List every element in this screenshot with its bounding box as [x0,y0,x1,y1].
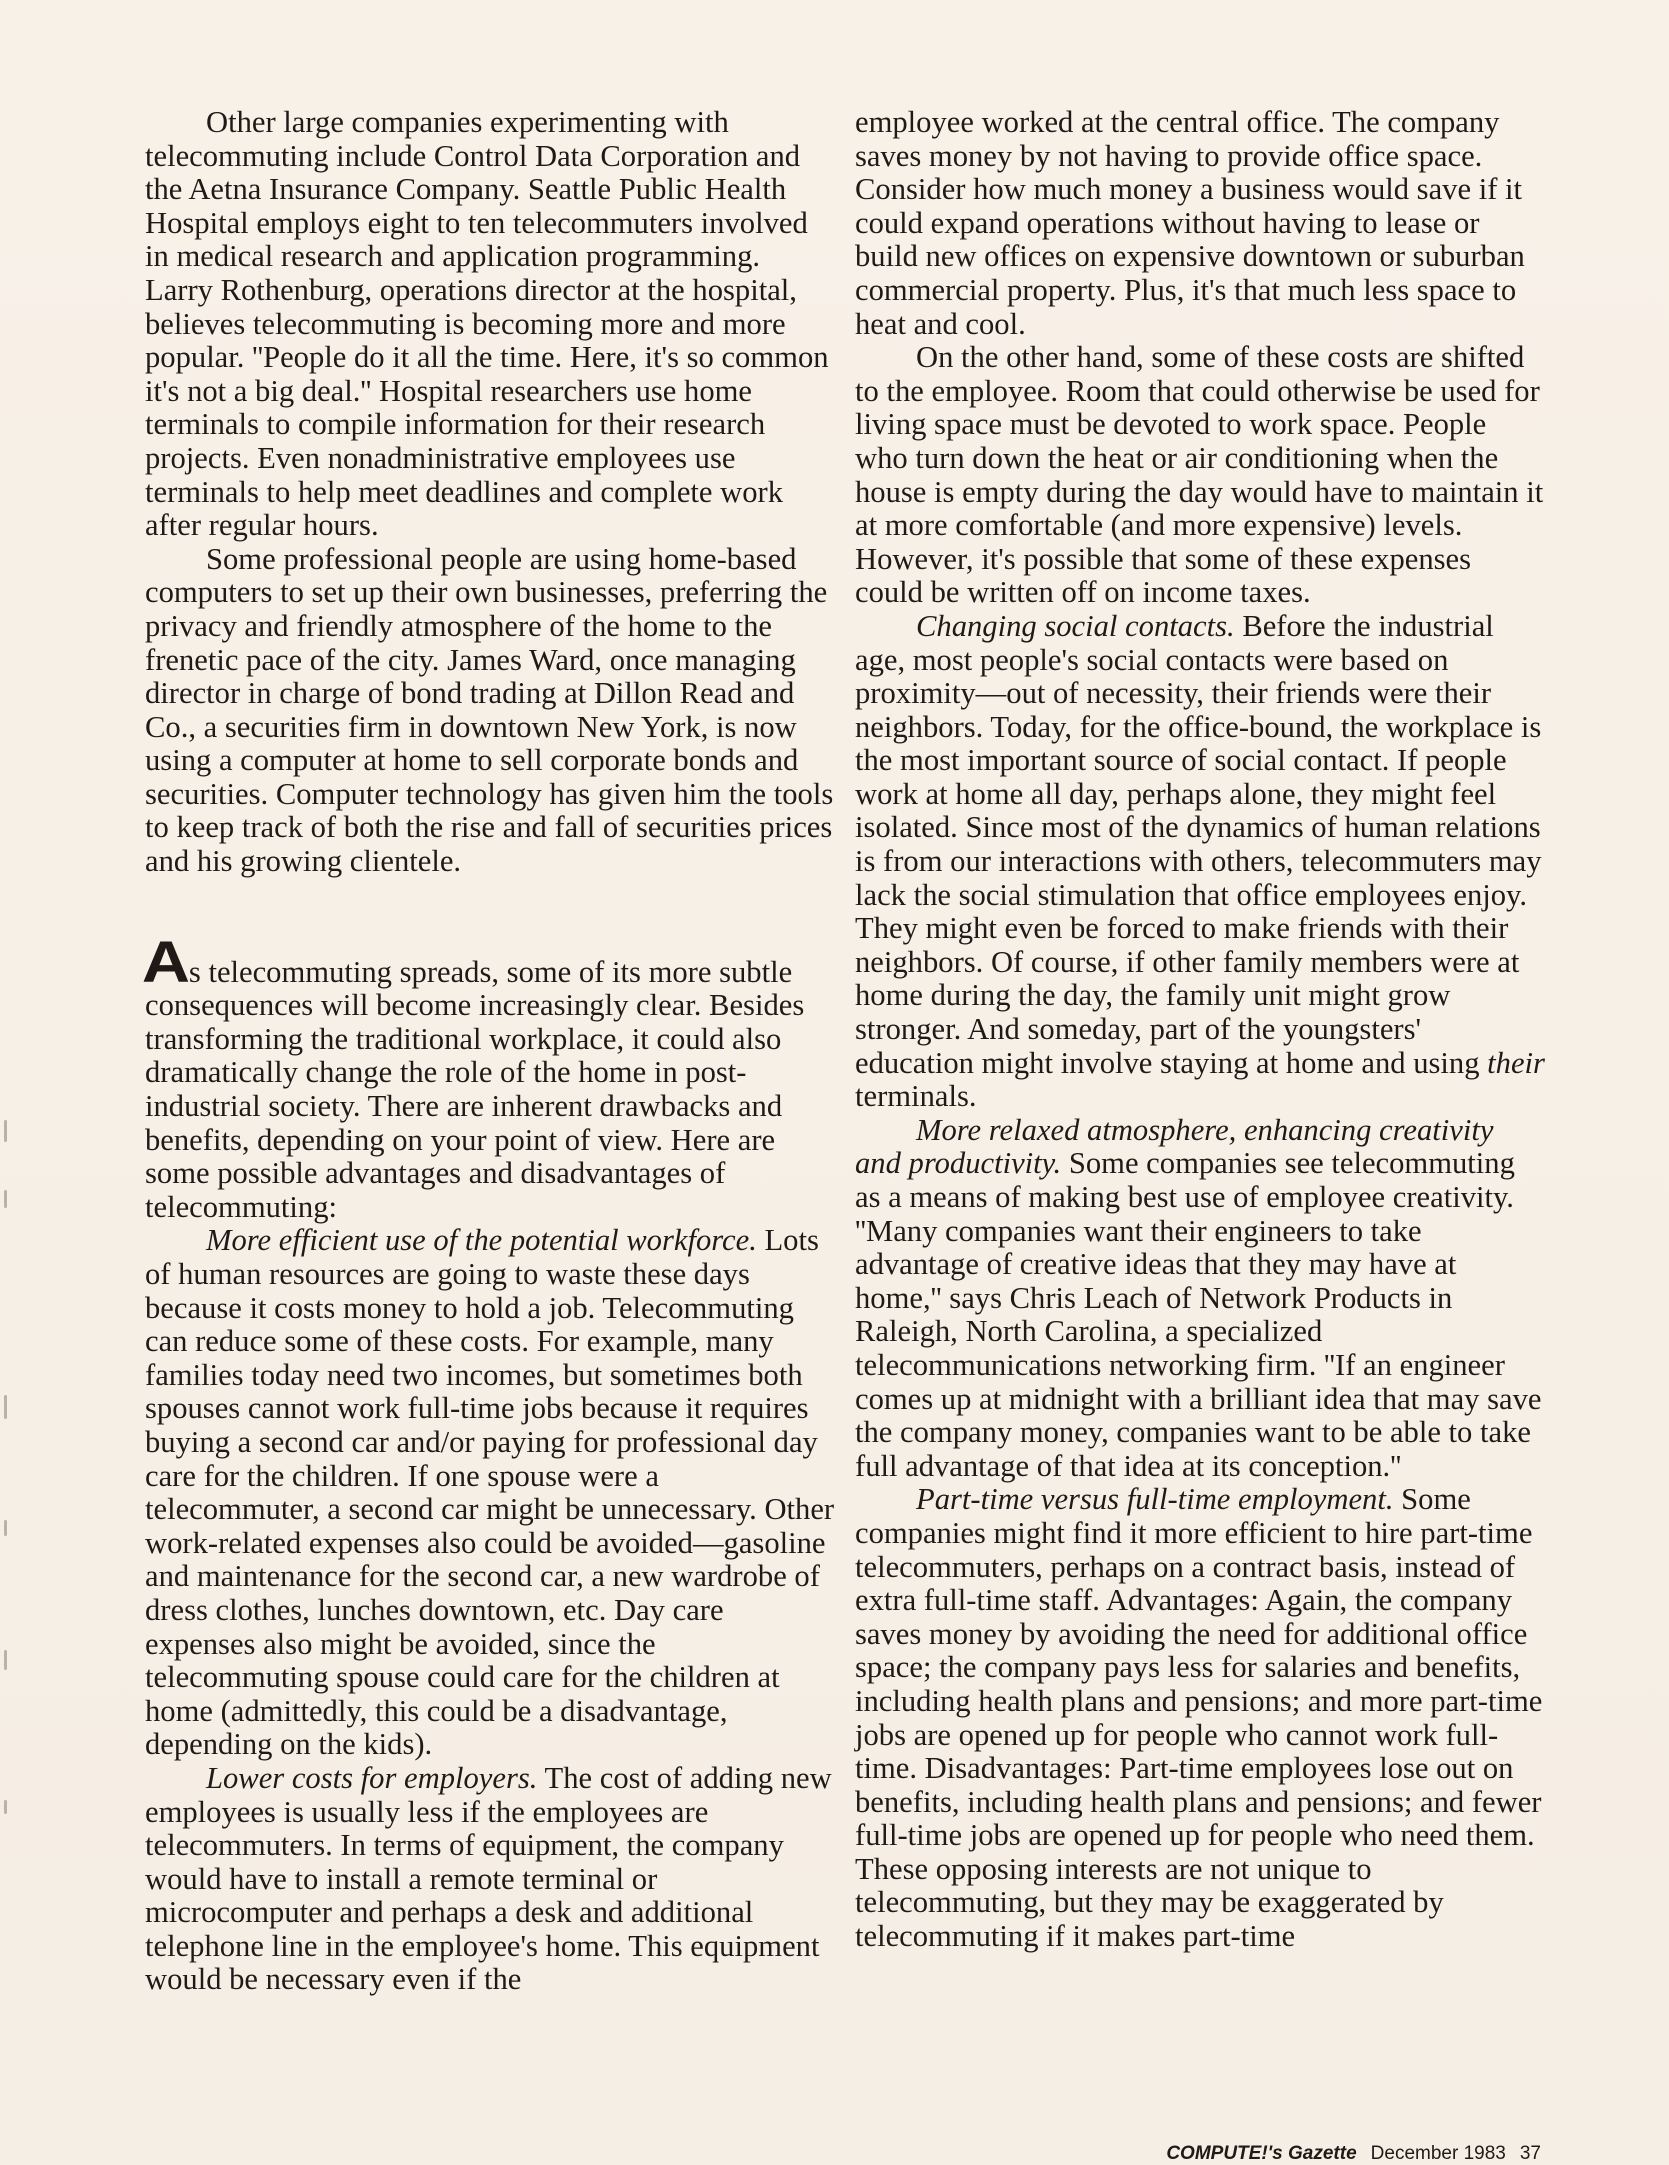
scan-edge-mark [4,1120,7,1142]
run-in-subhead: Part-time versus full-time employment. [916,1482,1394,1517]
paragraph-text: The cost of adding new employees is usually less if the employees are telecommuters. In terms of equipment, the company would have to install a remote terminal or microcomputer and perhaps a desk and additional telephone line in the employee's home. This equipment would be necessary even if the [145,1760,832,1997]
paragraph [855,1114,1545,1484]
paragraph [855,610,1545,1114]
page-footer [1166,2143,1541,2165]
scan-edge-mark [4,1395,7,1419]
right-column [855,106,1545,1954]
paragraph-with-dropcap [141,929,835,1225]
section-break [145,879,835,946]
page-number: 37 [1519,2143,1541,2164]
run-in-subhead: More efficient use of the potential workforce. [206,1223,757,1258]
paragraph: Some professional people are using home-based computers to set up their own businesses, preferring the privacy and friendly atmosphere of the home to the frenetic pace of the city. James Ward, once managing director in charge of bond trading at Dillon Read and Co., a securities firm in downtown New York, is now using a computer at home to sell corporate bonds and securities. Computer technology has given him the tools to keep track of both the rise and fall of securities prices and his growing clientele. [145,541,834,879]
paragraph-text: s telecommuting spreads, some of its more subtle consequences will become increasingly clear. Besides transforming the traditional workplace, it could also dramatically change the role of the home in post-industrial society. There are inherent drawbacks and benefits, depending on your point of view. Here are some possible advantages and disadvantages of telecommuting: [145,954,805,1224]
paragraph-text: Lots of human resources are going to waste these days because it costs money to hold a job. Telecommuting can reduce some of these costs. For example, many families today need two incomes, but sometimes both spouses cannot work full-time jobs because it requires buying a second car and/or paying for professional day care for the children. If one spouse were a telecommuter, a second car might be unnecessary. Other work-related expenses also could be avoided—gasoline and maintenance for the second car, a new wardrobe of dress clothes, lunches downtown, etc. Day care expenses also might be avoided, since the telecommuting spouse could care for the children at home (admittedly, this could be a disadvantage, depending on the kids). [145,1223,835,1762]
paragraph-text: terminals. [855,1079,977,1114]
paragraph: Other large companies experimenting with telecommuting include Control Data Corporation and the Aetna Insurance Company. Seattle Public Health Hospital employs eight to ten telecommuters involved in medical research and application programming. Larry Rothenburg, operations director at the hospital, believes telecommuting is becoming more and more popular. ''People do it all the time. Here, it's so common it's not a big deal.'' Hospital researchers use home terminals to compile information for their research projects. Even nonadministrative employees use terminals to help meet deadlines and complete work after regular hours. [145,105,829,543]
drop-cap: A [141,929,191,995]
paragraph [855,1483,1545,1953]
run-in-subhead: Changing social contacts. [916,608,1235,643]
paragraph-text: Before the industrial age, most people's social contacts were based on proximity—out of necessity, their friends were their neighbors. Today, for the office-bound, the workplace is the most important source of social contact. If people work at home all day, perhaps alone, they might feel isolated. Since most of the dynamics of human relations is from our interactions with others, telecommuters may lack the social stimulation that office employees enjoy. They might even be forced to make friends with their neighbors. Of course, if other family members were at home during the day, the family unit might grow stronger. And someday, part of the youngsters' education might involve staying at home and using [855,608,1542,1080]
scan-edge-mark [4,1650,7,1670]
left-column [141,105,835,1997]
paragraph [145,1762,835,1997]
paragraph: On the other hand, some of these costs are shifted to the employee. Room that could otherwise be used for living space must be devoted to work space. People who turn down the heat or air conditioning when the house is empty during the day would have to maintain it at more comfortable (and more expensive) levels. However, it's possible that some of these expenses could be written off on income taxes. [855,340,1544,610]
run-in-subhead: Lower costs for employers. [206,1760,538,1795]
paragraph: employee worked at the central office. The company saves money by not having to provide office space. Consider how much money a business would save if it could expand operations without having to lease or build new offices on expensive downtown or suburban commercial property. Plus, it's that much less space to heat and cool. [855,105,1525,341]
scan-edge-mark [4,1190,7,1208]
emphasis: their [1487,1045,1545,1080]
run-in-subhead: More relaxed atmosphere, enhancing creativity and productivity. [855,1112,1494,1181]
magazine-name: COMPUTE!'s Gazette [1166,2143,1357,2164]
issue-date: December 1983 [1370,2143,1506,2164]
paragraph [145,1224,835,1762]
paragraph-text: Some companies see telecommuting as a means of making best use of employee creativity. ''Many companies want their engineers to take advantage of creative ideas that they may have at home,'' says Chris Leach of Network Products in Raleigh, North Carolina, a specialized telecommunications networking firm. ''If an engineer comes up at midnight with a brilliant idea that may save the company money, companies want to be able to take full advantage of that idea at its conception.'' [855,1146,1542,1483]
scan-edge-mark [4,1800,7,1814]
paragraph-text: Some companies might find it more efficient to hire part-time telecommuters, perhaps on a contract basis, instead of extra full-time staff. Advantages: Again, the company saves money by avoiding the need for additional office space; the company pays less for salaries and benefits, including health plans and pensions; and more part-time jobs are opened up for people who cannot work full-time. Disadvantages: Part-time employees lose out on benefits, including health plans and pensions; and fewer full-time jobs are opened up for people who need them. These opposing interests are not unique to telecommuting, but they may be exaggerated by telecommuting if it makes part-time [855,1482,1543,1954]
scan-edge-mark [4,1520,7,1536]
